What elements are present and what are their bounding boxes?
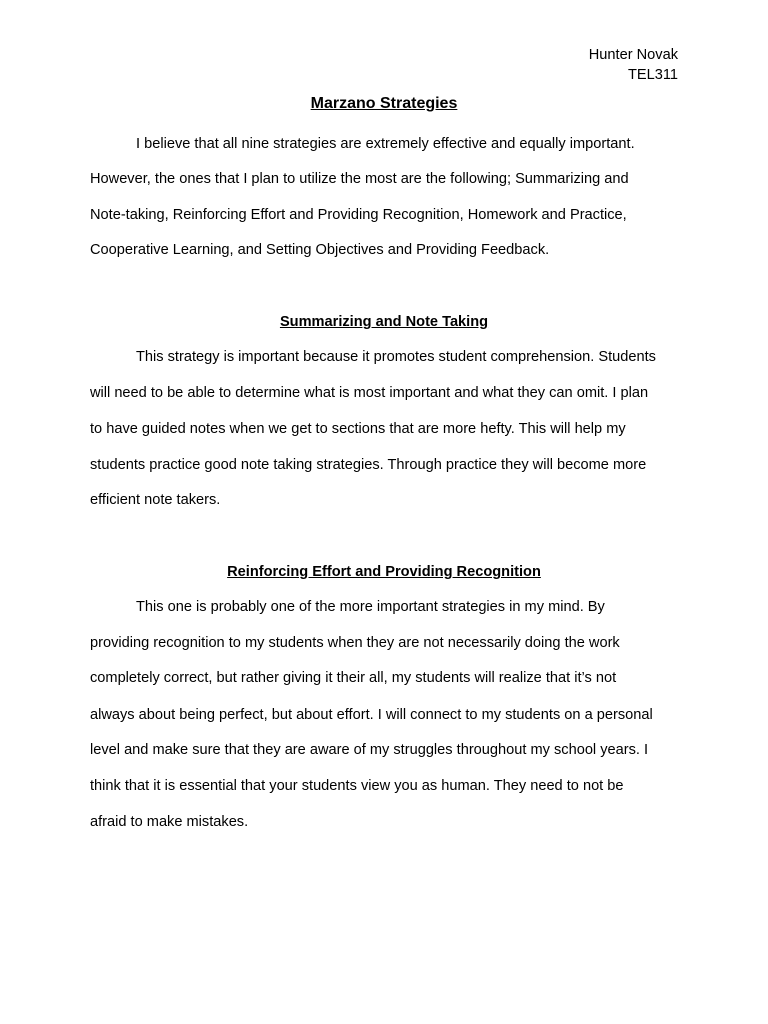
section-heading-reinforcing: Reinforcing Effort and Providing Recognition bbox=[227, 564, 541, 580]
section-line: always about being perfect, but about effort. I will connect to my students on a personal bbox=[90, 707, 653, 723]
section-line: afraid to make mistakes. bbox=[90, 814, 249, 830]
section-heading-summarizing: Summarizing and Note Taking bbox=[279, 314, 489, 330]
section-line: completely correct, but rather giving it their all, my students will realize that it’s not bbox=[90, 670, 617, 686]
author-name: Hunter Novak bbox=[588, 47, 678, 63]
section-line: think that it is essential that your students view you as human. They need to not be bbox=[90, 778, 624, 794]
intro-line: However, the ones that I plan to utilize the most are the following; Summarizing and bbox=[90, 171, 629, 187]
section-line: students practice good note taking strategies. Through practice they will become more bbox=[90, 457, 647, 473]
section-line: to have guided notes when we get to sections that are more hefty. This will help my bbox=[90, 421, 626, 437]
section-line: efficient note takers. bbox=[90, 492, 221, 508]
section-line: This strategy is important because it promotes student comprehension. Students bbox=[136, 349, 656, 365]
section-line: level and make sure that they are aware of my struggles throughout my school years. I bbox=[90, 742, 649, 758]
section-line: This one is probably one of the more important strategies in my mind. By bbox=[136, 599, 605, 615]
intro-line: I believe that all nine strategies are extremely effective and equally important. bbox=[136, 136, 635, 152]
course-code: TEL311 bbox=[627, 67, 678, 83]
intro-line: Cooperative Learning, and Setting Objectives and Providing Feedback. bbox=[90, 242, 550, 258]
intro-line: Note-taking, Reinforcing Effort and Providing Recognition, Homework and Practice, bbox=[90, 207, 627, 223]
header-block bbox=[589, 45, 678, 85]
section-line: providing recognition to my students when they are not necessarily doing the work bbox=[90, 635, 620, 651]
section-line: will need to be able to determine what is most important and what they can omit. I plan bbox=[90, 385, 649, 401]
document-title: Marzano Strategies bbox=[310, 95, 458, 112]
